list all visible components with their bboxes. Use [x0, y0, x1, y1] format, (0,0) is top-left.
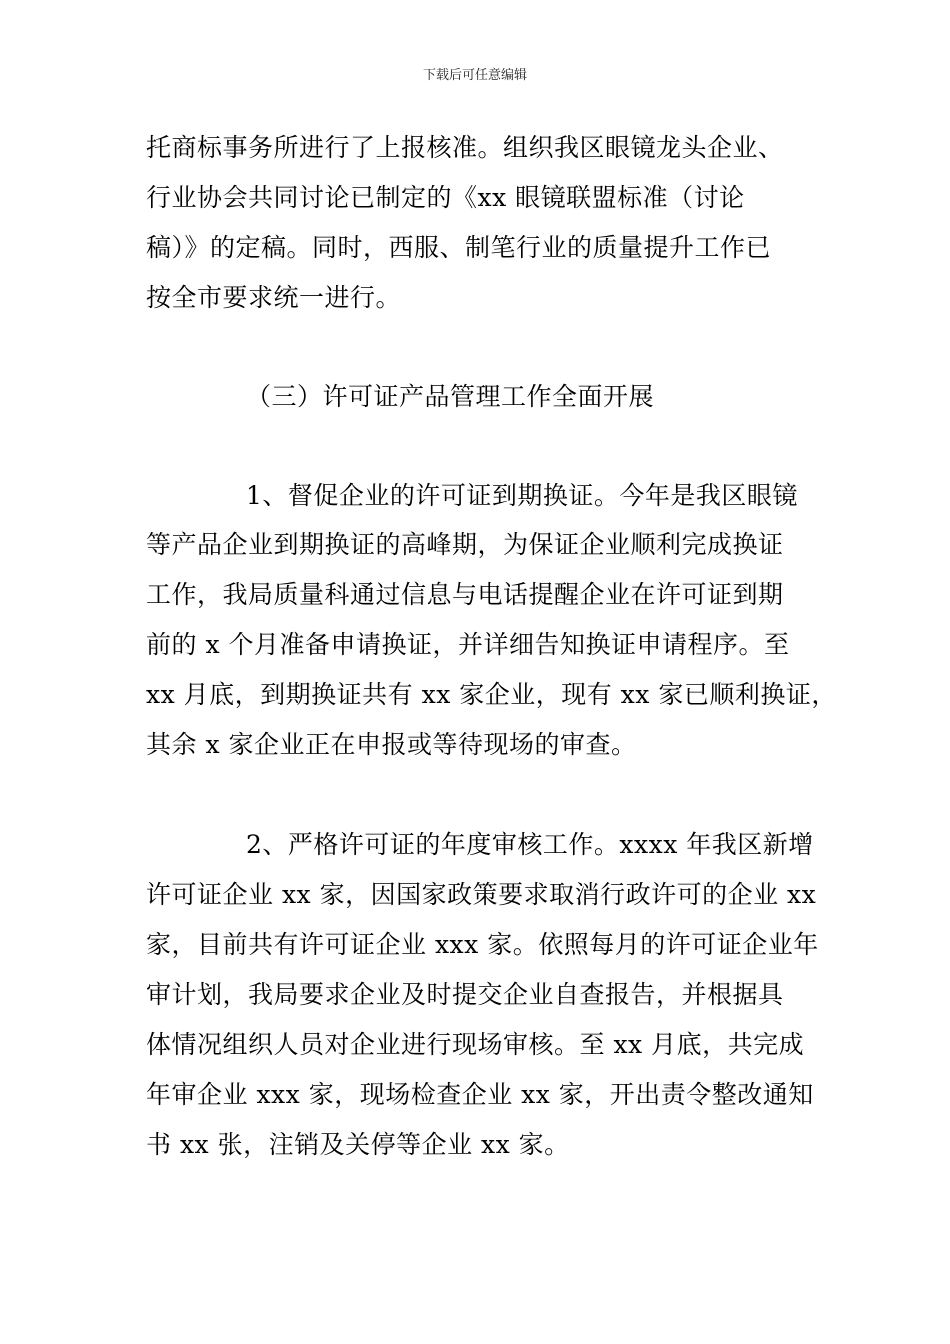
text-line: 年审企业 xxx 家，现场检查企业 xx 家，开出责令整改通知	[146, 1080, 814, 1109]
text-line: 行业协会共同讨论已制定的《xx 眼镜联盟标准（讨论	[146, 183, 745, 212]
text-line: 工作，我局质量科通过信息与电话提醒企业在许可证到期	[146, 580, 784, 609]
page-header-note: 下载后可任意编辑	[422, 68, 527, 83]
text-line: 等产品企业到期换证的高峰期，为保证企业顺利完成换证	[146, 530, 784, 559]
text-line: 体情况组织人员对企业进行现场审核。至 xx 月底，共完成	[146, 1030, 805, 1059]
text-line: 书 xx 张，注销及关停等企业 xx 家。	[146, 1130, 570, 1159]
text-line: 前的 x 个月准备申请换证，并详细告知换证申请程序。至	[146, 630, 790, 659]
text-line: 1、督促企业的许可证到期换证。今年是我区眼镜	[246, 481, 798, 510]
text-line: 许可证企业 xx 家，因国家政策要求取消行政许可的企业 xx	[146, 880, 817, 909]
text-line: 稿）》的定稿。同时，西服、制笔行业的质量提升工作已	[146, 233, 772, 262]
text-line: 审计划，我局要求企业及时提交企业自查报告，并根据具	[146, 980, 784, 1009]
text-line: 托商标事务所进行了上报核准。组织我区眼镜龙头企业、	[146, 133, 784, 162]
text-line: 家，目前共有许可证企业 xxx 家。依照每月的许可证企业年	[146, 930, 819, 959]
text-line: 其余 x 家企业正在申报或等待现场的审查。	[146, 730, 637, 759]
text-line: xx 月底，到期换证共有 xx 家企业，现有 xx 家已顺利换证，	[146, 680, 837, 709]
text-line: 2、严格许可证的年度审核工作。xxxx 年我区新增	[246, 830, 814, 859]
section-heading: （三）许可证产品管理工作全面开展	[246, 382, 655, 411]
text-line: 按全市要求统一进行。	[146, 283, 402, 312]
